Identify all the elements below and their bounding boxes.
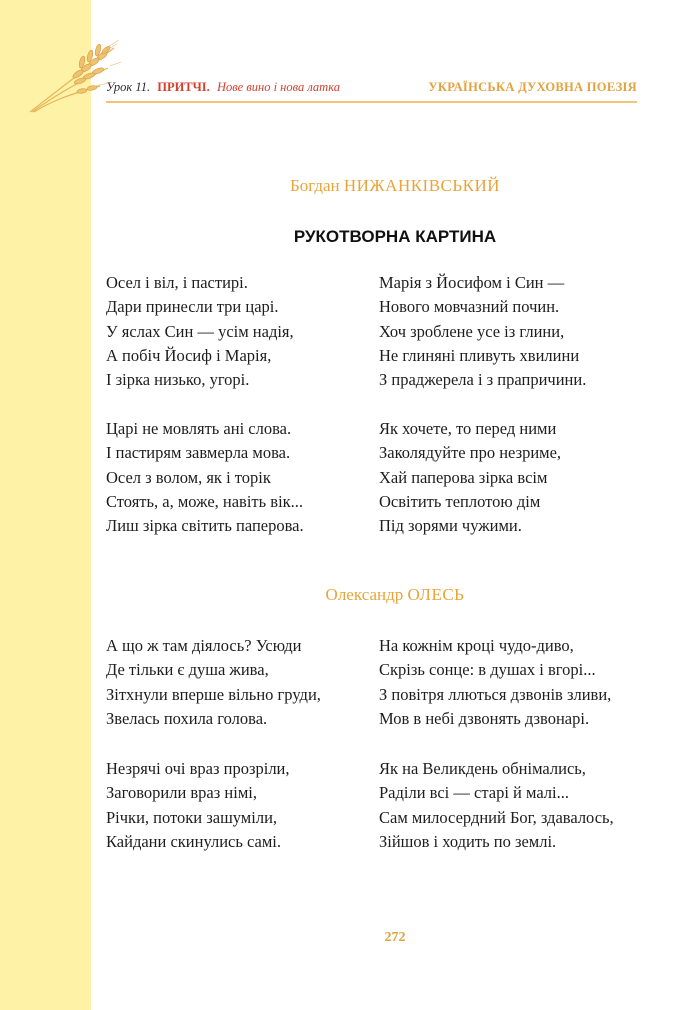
poem1-title: РУКОТВОРНА КАРТИНА xyxy=(293,227,497,246)
poem-line: І зірка низько, угорі. xyxy=(106,370,250,390)
poem-line: Де тільки є душа жива, xyxy=(106,660,269,680)
poem-line: І пастирям завмерла мова. xyxy=(106,443,291,463)
poem2-stanza-4 xyxy=(379,757,614,854)
section-name: ПРИТЧІ. xyxy=(157,80,210,94)
author-first-name: Олександр xyxy=(325,585,404,604)
wheat-ears-icon xyxy=(22,40,122,116)
poem2-author xyxy=(91,585,699,605)
poem-line: Зітхнули вперше вільно груди, xyxy=(106,684,321,704)
poem1-stanza-3 xyxy=(106,417,304,538)
poem-line: У яслах Син — усім надія, xyxy=(106,321,294,341)
book-section-title: УКРАЇНСЬКА ДУХОВНА ПОЕЗІЯ xyxy=(428,80,637,94)
poem-line: Скрізь сонце: в душах і вгорі... xyxy=(379,660,596,680)
poem-line: Мов в небі дзвонять дзвонарі. xyxy=(379,708,590,728)
poem-line: Нового мовчазний почин. xyxy=(379,297,560,317)
poem-line: Стоять, а, може, навіть вік... xyxy=(106,491,304,511)
poem-line: Марія з Йосифом і Син — xyxy=(379,273,565,292)
poem-line: Заговорили враз німі, xyxy=(106,783,257,803)
poem-line: З повітря ллються дзвонів зливи, xyxy=(379,684,612,704)
header-divider xyxy=(106,101,637,103)
poem-line: Незрячі очі враз прозріли, xyxy=(106,759,290,778)
poem-line: А побіч Йосиф і Марія, xyxy=(106,345,272,365)
running-header xyxy=(106,80,637,100)
poem-line: Кайдани скинулись самі. xyxy=(106,831,282,851)
poem-line: На кожнім кроці чудо-диво, xyxy=(379,636,574,655)
left-margin-band xyxy=(0,0,91,1010)
author-last-name: НИЖАНКІВСЬКИЙ xyxy=(343,176,501,195)
poem-line: Дари принесли три царі. xyxy=(106,297,279,317)
poem-line: Заколядуйте про незриме, xyxy=(379,443,562,463)
poem-line: З праджерела і з прапричини. xyxy=(379,370,587,390)
poem-line: Раділи всі — старі й малі... xyxy=(379,783,569,803)
poem-line: Осел і віл, і пастирі. xyxy=(106,273,248,292)
poem1-stanza-2 xyxy=(379,271,586,392)
poem-line: Хоч зроблене усе із глини, xyxy=(379,321,565,341)
poem1-stanza-1 xyxy=(106,271,294,392)
poem-line: Осел з волом, як і торік xyxy=(106,467,271,487)
poem-line: Звелась похила голова. xyxy=(106,708,268,728)
poem-line: Під зорями чужими. xyxy=(379,516,522,536)
poem-line: Річки, потоки зашуміли, xyxy=(106,807,278,827)
poem-line: Хай паперова зірка всім xyxy=(379,467,548,487)
poem-line: Лиш зірка світить паперова. xyxy=(106,516,304,536)
poem-line: Не глиняні пливуть хвилини xyxy=(379,345,580,365)
poem-line: Зійшов і ходить по землі. xyxy=(379,831,557,851)
lesson-number: Урок 11. xyxy=(106,80,151,94)
author-last-name: ОЛЕСЬ xyxy=(407,585,465,604)
poem1-author xyxy=(91,176,699,196)
poem-line: А що ж там діялось? Усюди xyxy=(106,636,302,655)
poem-line: Царі не мовлять ані слова. xyxy=(106,419,292,438)
poem2-stanza-1 xyxy=(106,634,321,731)
poem-line: Як на Великдень обнімались, xyxy=(379,759,586,778)
author-first-name: Богдан xyxy=(289,176,340,195)
topic-name: Нове вино і нова латка xyxy=(216,80,340,94)
poem-line: Сам милосердний Бог, здавалось, xyxy=(379,807,614,827)
page-number: 272 xyxy=(384,930,406,945)
poem-line: Як хочете, то перед ними xyxy=(379,419,557,438)
poem2-stanza-2 xyxy=(379,634,611,731)
poem-line: Освітить теплотою дім xyxy=(379,491,541,511)
poem2-stanza-3 xyxy=(106,757,290,854)
poem1-stanza-4 xyxy=(379,417,561,538)
